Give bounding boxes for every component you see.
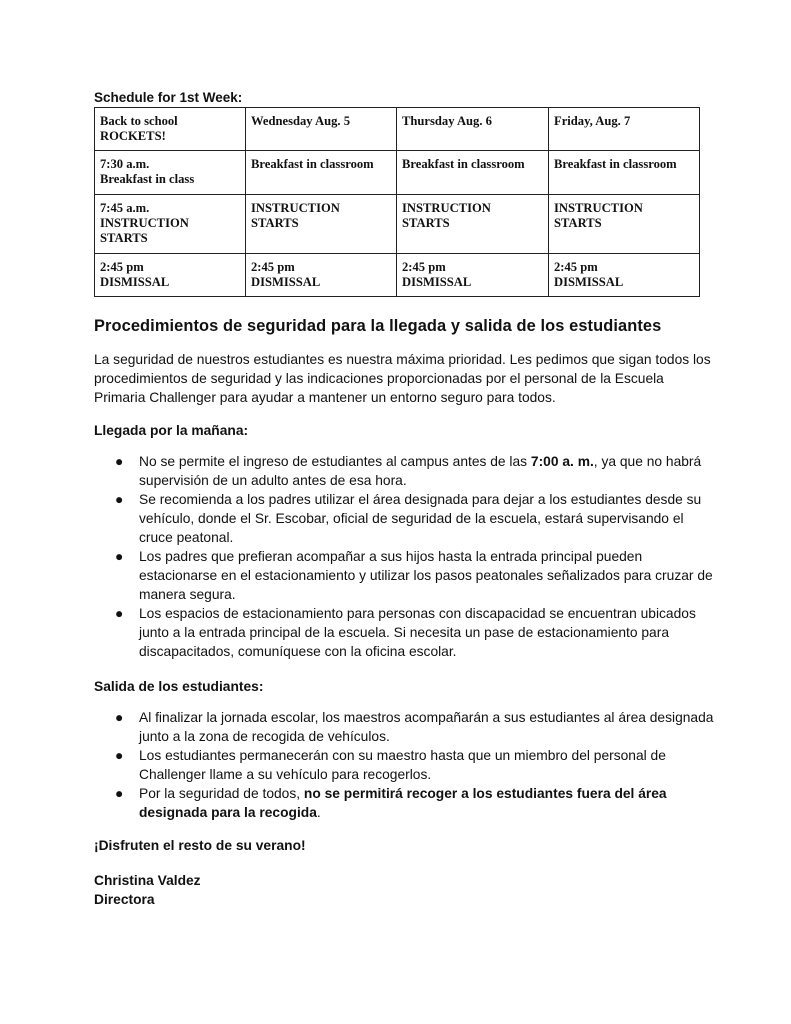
table-row (95, 254, 700, 297)
item-text: No se permite el ingreso de estudiantes al campus antes de las (139, 454, 531, 469)
table-row (95, 195, 700, 254)
bullet-icon: ● (115, 748, 124, 763)
table-cell (95, 195, 246, 254)
cell-text: Thursday Aug. 6 (402, 114, 492, 128)
table-cell (95, 108, 246, 151)
item-text: Los espacios de estacionamiento para personas con discapacidad se encuentran ubicados junto a la entrada principal de la escuela. Si necesita un pase de estacionamiento para discapacitados, comuníquese con la oficina escolar. (139, 606, 696, 659)
item-text: Los estudiantes permanecerán con su maestro hasta que un miembro del personal de Challenger llame a su vehículo para recogerlos. (139, 748, 666, 782)
table-cell (246, 195, 397, 254)
bullet-icon: ● (115, 454, 124, 469)
list-item (115, 604, 714, 661)
cell-text: DISMISSAL (100, 275, 170, 289)
cell-text: Back to school (100, 114, 178, 128)
cell-text: STARTS (251, 216, 299, 230)
table-cell (549, 108, 700, 151)
item-emphasis: 7:00 a. m. (530, 454, 594, 469)
cell-text: Breakfast in classroom (402, 157, 525, 171)
table-cell (246, 151, 397, 195)
bullet-icon: ● (115, 710, 124, 725)
closing-line: ¡Disfruten el resto de su verano! (94, 838, 306, 853)
bullet-icon: ● (115, 549, 124, 564)
item-text-end: , ya que no habrá supervisión de un adulto antes de esa hora. (139, 454, 702, 488)
item-text: Se recomienda a los padres utilizar el área designada para dejar a los estudiantes desde su vehículo, donde el Sr. Escobar, oficial de seguridad de la escuela, estará supervisando el cruce peatonal. (139, 492, 702, 545)
table-cell (95, 254, 246, 297)
bullet-icon: ● (115, 786, 124, 801)
schedule-table (94, 107, 700, 297)
cell-text: ROCKETS! (100, 129, 166, 143)
table-row (95, 108, 700, 151)
section-heading: Procedimientos de seguridad para la llegada y salida de los estudiantes (94, 317, 662, 335)
signature-block (94, 871, 714, 909)
cell-text: STARTS (554, 216, 602, 230)
cell-text: STARTS (402, 216, 450, 230)
list-item (115, 452, 714, 490)
table-cell (549, 195, 700, 254)
document-page (94, 90, 714, 909)
schedule-title: Schedule for 1st Week: (94, 90, 243, 105)
cell-text: DISMISSAL (402, 275, 472, 289)
table-cell (246, 254, 397, 297)
cell-text: 2:45 pm (554, 260, 598, 274)
item-text: Los padres que prefieran acompañar a sus hijos hasta la entrada principal pueden estacionarse en el estacionamiento y utilizar los pasos peatonales señalizados para cruzar de manera segura. (139, 549, 713, 602)
cell-text: INSTRUCTION (100, 216, 189, 230)
item-text: Por la seguridad de todos, (139, 786, 304, 801)
cell-text: 7:45 a.m. (100, 201, 150, 215)
table-cell (246, 108, 397, 151)
table-cell (549, 254, 700, 297)
cell-text: DISMISSAL (251, 275, 321, 289)
cell-text: Friday, Aug. 7 (554, 114, 631, 128)
intro-paragraph: La seguridad de nuestros estudiantes es nuestra máxima prioridad. Les pedimos que sigan todos los procedimientos de seguridad y las indicaciones proporcionadas por el personal de la Escuela Primaria Challenger para ayudar a mantener un entorno seguro para todos. (94, 352, 711, 405)
table-cell (397, 108, 549, 151)
cell-text: Breakfast in classroom (554, 157, 677, 171)
signature-title: Directora (94, 892, 155, 907)
list-item (115, 490, 714, 547)
table-cell (397, 195, 549, 254)
arrival-heading: Llegada por la mañana: (94, 423, 249, 438)
signature-name: Christina Valdez (94, 873, 201, 888)
cell-text: 2:45 pm (100, 260, 144, 274)
table-cell (397, 151, 549, 195)
dismissal-list (94, 708, 714, 822)
cell-text: STARTS (100, 231, 148, 245)
arrival-list (94, 452, 714, 661)
cell-text: Breakfast in class (100, 172, 195, 186)
list-item (115, 746, 714, 784)
cell-text: Breakfast in classroom (251, 157, 374, 171)
cell-text: DISMISSAL (554, 275, 624, 289)
table-cell (549, 151, 700, 195)
cell-text: 2:45 pm (402, 260, 446, 274)
table-row (95, 151, 700, 195)
cell-text: 2:45 pm (251, 260, 295, 274)
cell-text: INSTRUCTION (402, 201, 491, 215)
bullet-icon: ● (115, 606, 124, 621)
list-item (115, 708, 714, 746)
cell-text: INSTRUCTION (251, 201, 340, 215)
bullet-icon: ● (115, 492, 124, 507)
table-cell (397, 254, 549, 297)
table-cell (95, 151, 246, 195)
dismissal-heading: Salida de los estudiantes: (94, 679, 264, 694)
cell-text: 7:30 a.m. (100, 157, 150, 171)
list-item (115, 784, 714, 822)
cell-text: INSTRUCTION (554, 201, 643, 215)
item-text: Al finalizar la jornada escolar, los maestros acompañarán a sus estudiantes al área designada junto a la zona de recogida de vehículos. (139, 710, 714, 744)
item-emphasis: no se permitirá recoger a los estudiantes fuera del área designada para la recogida (139, 786, 667, 820)
list-item (115, 547, 714, 604)
cell-text: Wednesday Aug. 5 (251, 114, 351, 128)
item-text-end: . (316, 805, 321, 820)
